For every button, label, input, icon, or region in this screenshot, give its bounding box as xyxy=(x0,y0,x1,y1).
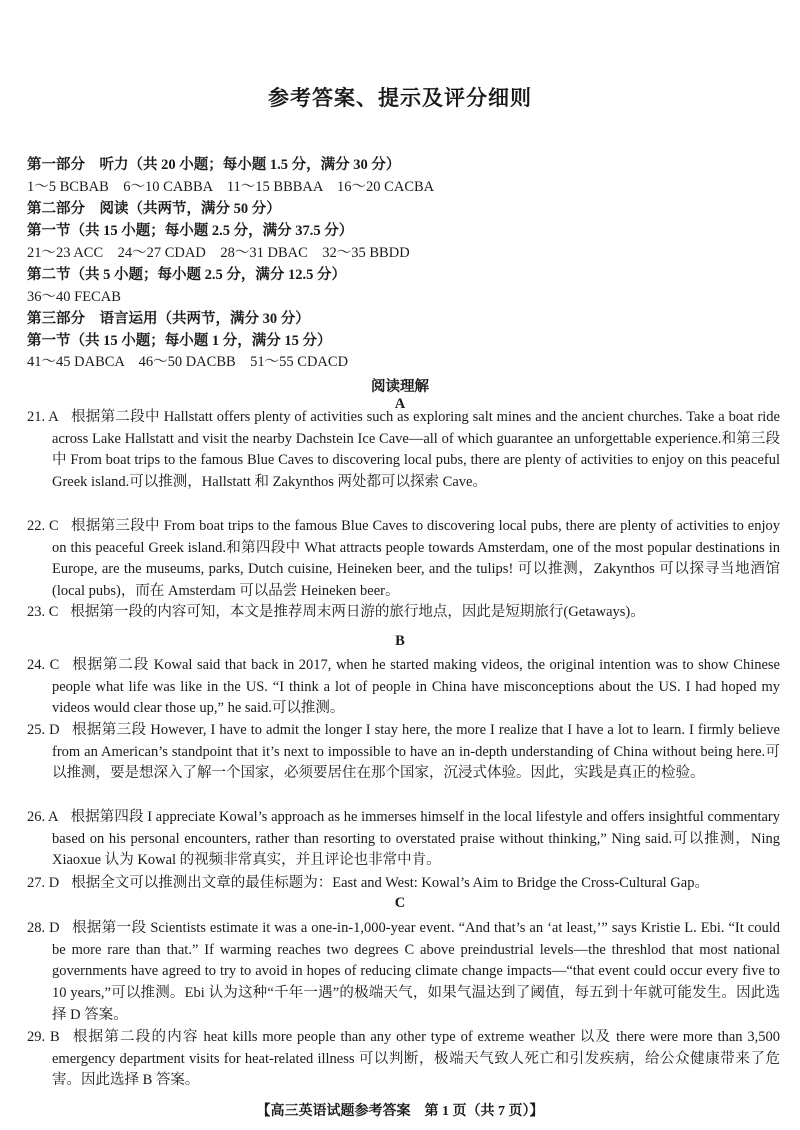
answer-line: 第一节（共 15 小题；每小题 1 分，满分 15 分） xyxy=(27,333,332,349)
item-number: 29. B xyxy=(27,1029,60,1045)
item-text: 根据第二段的内容 heat kills more people than any other type of extreme weather 以及 there were more than 3,500 emergency department visits for heat-related illness 可以判断，极端天气致人死亡和引发疾病，给公众健康带来了危害。因此选择 B 答案。 xyxy=(52,1029,781,1089)
item-number: 27. D xyxy=(27,875,60,891)
page-title: 参考答案、提示及评分细则 xyxy=(268,86,532,110)
explanation-item xyxy=(27,873,780,895)
explanation-item xyxy=(27,720,780,785)
answer-line: 第三部分 语言运用（共两节，满分 30 分） xyxy=(27,311,310,327)
page-footer: 【高三英语试题参考答案 第 1 页（共 7 页）】 xyxy=(256,1104,544,1119)
answer-line: 第二部分 阅读（共两节，满分 50 分） xyxy=(27,201,281,217)
item-number: 22. C xyxy=(27,518,59,534)
item-text: 根据全文可以推测出文章的最佳标题为：East and West: Kowal’s Aim to Bridge the Cross-Cultural Gap。 xyxy=(71,875,709,891)
item-text: 根据第二段 Kowal said that back in 2017, when he started making videos, the original intention was to show Chinese people what life was like in the US. “I think a lot of people in China have misconceptions about the US. I had hoped my videos would clear those up,” he said.可以推测。 xyxy=(52,657,780,717)
item-text: 根据第四段 I appreciate Kowal’s approach as he immerses himself in the local lifestyle and offers insightful commentary based on his personal encounters, rather than resorting to overstated praise without thinking,” Ning said.可以推测，Ning Xiaoxue 认为 Kowal 的视频非常真实，并且评论也非常中肯。 xyxy=(52,809,780,869)
item-number: 23. C xyxy=(27,604,59,620)
item-text: 根据第三段中 From boat trips to the famous Blue Caves to discovering local pubs, there are plenty of activities to enjoy on this peaceful Greek island.和第四段中 What attracts people towards Amsterdam, one of the most popular destinations in Europe, are the museums, parks, Dutch cuisine, Heineken beer, and the tulips! 可以推测，Zakynthos 可以探寻当地酒馆(local pubs)，而在 Amsterdam 可以品尝 Heineken beer。 xyxy=(52,518,780,600)
answer-line: 41～45 DABCA 46～50 DACBB 51～55 CDACD xyxy=(27,354,349,370)
item-number: 26. A xyxy=(27,809,59,825)
answer-line: 第一部分 听力（共 20 小题；每小题 1.5 分，满分 30 分） xyxy=(27,157,401,173)
section-heading-c: C xyxy=(394,895,406,911)
item-number: 21. A xyxy=(27,409,59,425)
answer-line: 21～23 ACC 24～27 CDAD 28～31 DBAC 32～35 BBDD xyxy=(27,245,410,261)
explanation-item xyxy=(27,602,780,624)
item-text: 根据第一段的内容可知，本文是推荐周末两日游的旅行地点，因此是短期旅行(Getaways)。 xyxy=(70,604,645,620)
item-text: 根据第二段中 Hallstatt offers plenty of activities such as exploring salt mines and the ancient churches. Take a boat ride across Lake Hallstatt and visit the nearby Dachstein Ice Cave—all of which guarantee an unforgettable experience.和第三段中 From boat trips to the famous Blue Caves to discovering local pubs, there are plenty of activities to enjoy on this peaceful Greek island.可以推测，Hallstatt 和 Zakynthos 两处都可以探索 Cave。 xyxy=(52,409,780,491)
item-number: 28. D xyxy=(27,920,60,936)
explanation-item xyxy=(27,407,780,494)
item-text: 根据第一段 Scientists estimate it was a one-in-1,000-year event. “And that’s an ‘at least,’” says Kristie L. Ebi. “It could be more rare than that.” If warming reaches two degrees C above preindustrial levels—the threshlod that most national governments have agreed to try to avoid in hopes of reducing climate change impacts—“that event could occur every five to 10 years,”可以推测。Ebi 认为这种“千年一遇”的极端天气，如果气温达到了阈值，每五到十年就可能发生。因此选择 D 答案。 xyxy=(52,920,780,1023)
explanation-item xyxy=(27,807,780,872)
explanation-item xyxy=(27,1027,780,1092)
reading-heading: 阅读理解 xyxy=(371,379,429,395)
item-number: 24. C xyxy=(27,657,60,673)
section-heading-a: A xyxy=(394,396,406,412)
explanation-item xyxy=(27,516,780,603)
answer-line: 第一节（共 15 小题；每小题 2.5 分，满分 37.5 分） xyxy=(27,223,354,239)
item-text: 根据第三段 However, I have to admit the longer I stay here, the more I realize that I have a lot to learn. I firmly believe from an American’s standpoint that it’s next to impossible to have an in-depth understanding of China without being here.可以推测，要是想深入了解一个国家，必须要居住在那个国家，沉浸式体验。因此，实践是真正的检验。 xyxy=(52,722,780,782)
answer-line: 第二节（共 5 小题；每小题 2.5 分，满分 12.5 分） xyxy=(27,267,346,283)
section-heading-b: B xyxy=(395,633,405,649)
explanation-item xyxy=(27,918,780,1027)
item-number: 25. D xyxy=(27,722,60,738)
answer-line: 1～5 BCBAB 6～10 CABBA 11～15 BBBAA 16～20 CACBA xyxy=(27,179,435,195)
explanation-item xyxy=(27,655,780,720)
answer-line: 36～40 FECAB xyxy=(27,289,121,305)
